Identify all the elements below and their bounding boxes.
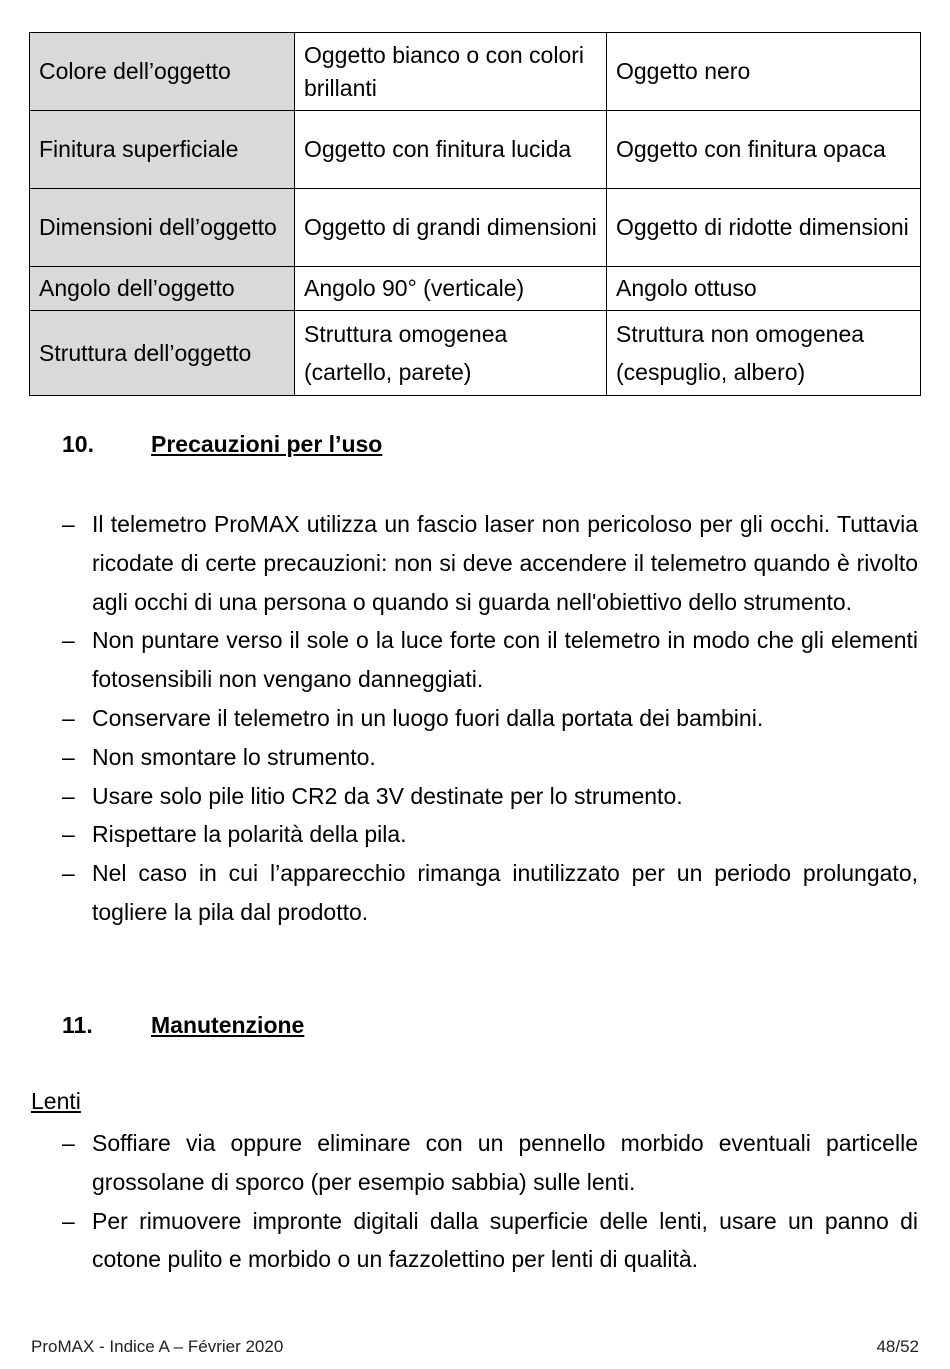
list-item: [62, 699, 918, 738]
table-cell: Oggetto con finitura lucida: [295, 111, 607, 189]
object-properties-table: [29, 32, 921, 396]
table-row: [30, 189, 921, 267]
table-cell: Oggetto con finitura opaca: [607, 111, 921, 189]
precautions-list: [62, 505, 918, 932]
list-item: [62, 854, 918, 932]
row-header: Finitura superficiale: [30, 111, 295, 189]
dash-bullet: –: [62, 1130, 75, 1156]
dash-bullet: –: [62, 627, 75, 654]
table-cell: Struttura non omogenea (cespuglio, albero): [607, 311, 921, 396]
table-cell: Angolo ottuso: [607, 267, 921, 311]
footer-page-number: 48/52: [876, 1337, 919, 1356]
list-item: [62, 621, 918, 699]
table-cell: Struttura omogenea (cartello, parete): [295, 311, 607, 396]
section-number: 10.: [62, 431, 94, 457]
dash-bullet: –: [62, 821, 75, 848]
table-cell: Angolo 90° (verticale): [295, 267, 607, 311]
table-row: [30, 111, 921, 189]
list-item: [62, 777, 918, 816]
list-item-text: Soffiare via oppure eliminare con un pennello morbido eventuali particelle grossolane di sporco (per esempio sabbia) sulle lenti.: [92, 1130, 918, 1195]
row-header: Colore dell’oggetto: [30, 33, 295, 111]
list-item: [62, 815, 918, 854]
list-item-text: Usare solo pile litio CR2 da 3V destinate per lo strumento.: [92, 782, 683, 809]
table-row: [30, 267, 921, 311]
dash-bullet: –: [62, 511, 75, 537]
list-item: [62, 738, 918, 777]
list-item: [62, 505, 918, 621]
maintenance-list: [62, 1124, 918, 1279]
list-item-text: Non puntare verso il sole o la luce forte con il telemetro in modo che gli elementi fotosensibili non vengano danneggiati.: [92, 627, 918, 693]
list-item-text: Non smontare lo strumento.: [92, 743, 376, 770]
dash-bullet: –: [62, 704, 75, 731]
section-title: Precauzioni per l’uso: [151, 431, 383, 457]
table-row: [30, 311, 921, 396]
dash-bullet: –: [62, 1207, 75, 1234]
section-title: Manutenzione: [151, 1012, 305, 1038]
table-cell: Oggetto nero: [607, 33, 921, 111]
subheading-lenses: Lenti: [31, 1088, 81, 1114]
section-heading-maintenance: [62, 1012, 304, 1039]
list-item-text: Il telemetro ProMAX utilizza un fascio laser non pericoloso per gli occhi. Tuttavia ricodate di certe precauzioni: non si deve accendere il telemetro quando è rivolto agli occhi di una persona o quando si guarda nell'obiettivo dello strumento.: [92, 511, 918, 615]
table-cell: Oggetto di ridotte dimensioni: [607, 189, 921, 267]
list-item: [62, 1202, 918, 1280]
section-number: 11.: [62, 1012, 93, 1038]
list-item: [62, 1124, 918, 1202]
row-header: Angolo dell’oggetto: [30, 267, 295, 311]
table-row: [30, 33, 921, 111]
dash-bullet: –: [62, 782, 75, 809]
dash-bullet: –: [62, 743, 75, 770]
list-item-text: Nel caso in cui l’apparecchio rimanga inutilizzato per un periodo prolungato, togliere la pila dal prodotto.: [92, 860, 918, 925]
section-heading-precautions: [62, 431, 382, 458]
list-item-text: Per rimuovere impronte digitali dalla superficie delle lenti, usare un panno di cotone pulito e morbido o un fazzolettino per lenti di qualità.: [92, 1207, 918, 1273]
table-cell: Oggetto di grandi dimensioni: [295, 189, 607, 267]
list-item-text: Rispettare la polarità della pila.: [92, 821, 407, 848]
footer-document-info: ProMAX - Indice A – Février 2020: [31, 1337, 284, 1356]
table-cell: Oggetto bianco o con colori brillanti: [295, 33, 607, 111]
list-item-text: Conservare il telemetro in un luogo fuori dalla portata dei bambini.: [92, 704, 764, 731]
dash-bullet: –: [62, 860, 75, 887]
row-header: Struttura dell’oggetto: [30, 311, 295, 396]
row-header: Dimensioni dell’oggetto: [30, 189, 295, 267]
